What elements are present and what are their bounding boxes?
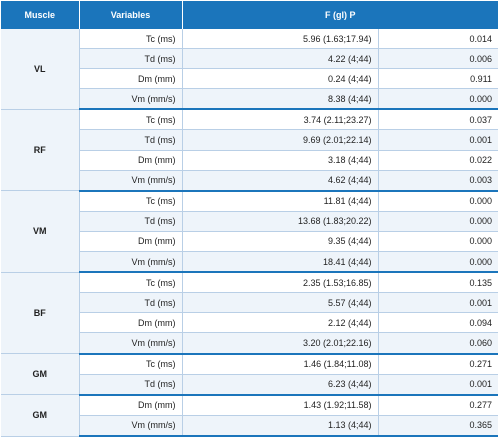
p-value-cell: 0.022 — [378, 150, 498, 170]
p-value-cell: 0.000 — [378, 191, 498, 212]
muscle-cell: BF — [1, 272, 79, 353]
f-value-cell: 2.12 (4;44) — [182, 313, 378, 333]
variable-cell: Td (ms) — [79, 211, 182, 231]
muscle-cell: RF — [1, 109, 79, 190]
p-value-cell: 0.014 — [378, 29, 498, 49]
variable-cell: Dm (mm) — [79, 69, 182, 89]
p-value-cell: 0.911 — [378, 69, 498, 89]
f-value-cell: 8.38 (4;44) — [182, 89, 378, 110]
variable-cell: Tc (ms) — [79, 109, 182, 130]
f-value-cell: 5.96 (1.63;17.94) — [182, 29, 378, 49]
variable-cell: Td (ms) — [79, 130, 182, 150]
f-value-cell: 13.68 (1.83;20.22) — [182, 211, 378, 231]
variable-cell: Tc (ms) — [79, 191, 182, 212]
variable-cell: Dm (mm) — [79, 313, 182, 333]
variable-cell: Vm (mm/s) — [79, 415, 182, 436]
table-row — [1, 109, 498, 130]
muscle-cell: VM — [1, 191, 79, 272]
header-variables: Variables — [79, 1, 182, 29]
variable-cell: Vm (mm/s) — [79, 333, 182, 354]
p-value-cell: 0.001 — [378, 293, 498, 313]
f-value-cell: 1.13 (4;44) — [182, 415, 378, 436]
f-value-cell: 1.46 (1.84;11.08) — [182, 354, 378, 375]
results-table — [1, 1, 498, 437]
p-value-cell: 0.001 — [378, 374, 498, 395]
variable-cell: Dm (mm) — [79, 395, 182, 416]
muscle-cell: GM — [1, 354, 79, 395]
p-value-cell: 0.006 — [378, 49, 498, 69]
f-value-cell: 2.35 (1.53;16.85) — [182, 272, 378, 293]
table-row — [1, 272, 498, 293]
f-value-cell: 3.18 (4;44) — [182, 150, 378, 170]
f-value-cell: 4.22 (4;44) — [182, 49, 378, 69]
f-value-cell: 6.23 (4;44) — [182, 374, 378, 395]
p-value-cell: 0.135 — [378, 272, 498, 293]
header-muscle: Muscle — [1, 1, 79, 29]
f-value-cell: 9.35 (4;44) — [182, 231, 378, 251]
p-value-cell: 0.094 — [378, 313, 498, 333]
variable-cell: Dm (mm) — [79, 231, 182, 251]
f-value-cell: 1.43 (1.92;11.58) — [182, 395, 378, 416]
table-body — [1, 29, 498, 436]
p-value-cell: 0.001 — [378, 130, 498, 150]
muscle-cell: GM — [1, 395, 79, 436]
header-row — [1, 1, 498, 29]
f-value-cell: 4.62 (4;44) — [182, 170, 378, 191]
p-value-cell: 0.000 — [378, 231, 498, 251]
variable-cell: Dm (mm) — [79, 150, 182, 170]
f-value-cell: 11.81 (4;44) — [182, 191, 378, 212]
variable-cell: Vm (mm/s) — [79, 170, 182, 191]
p-value-cell: 0.000 — [378, 211, 498, 231]
p-value-cell: 0.000 — [378, 252, 498, 273]
variable-cell: Tc (ms) — [79, 29, 182, 49]
p-value-cell: 0.037 — [378, 109, 498, 130]
f-value-cell: 3.20 (2.01;22.16) — [182, 333, 378, 354]
f-value-cell: 18.41 (4;44) — [182, 252, 378, 273]
variable-cell: Td (ms) — [79, 49, 182, 69]
p-value-cell: 0.271 — [378, 354, 498, 375]
f-value-cell: 0.24 (4;44) — [182, 69, 378, 89]
table-row — [1, 395, 498, 416]
table-row — [1, 354, 498, 375]
p-value-cell: 0.000 — [378, 89, 498, 110]
p-value-cell: 0.277 — [378, 395, 498, 416]
variable-cell: Vm (mm/s) — [79, 89, 182, 110]
f-value-cell: 9.69 (2.01;22.14) — [182, 130, 378, 150]
f-value-cell: 3.74 (2.11;23.27) — [182, 109, 378, 130]
p-value-cell: 0.003 — [378, 170, 498, 191]
variable-cell: Tc (ms) — [79, 272, 182, 293]
muscle-cell: VL — [1, 29, 79, 109]
table-row — [1, 29, 498, 49]
variable-cell: Td (ms) — [79, 374, 182, 395]
variable-cell: Td (ms) — [79, 293, 182, 313]
variable-cell: Tc (ms) — [79, 354, 182, 375]
f-value-cell: 5.57 (4;44) — [182, 293, 378, 313]
variable-cell: Vm (mm/s) — [79, 252, 182, 273]
p-value-cell: 0.060 — [378, 333, 498, 354]
p-value-cell: 0.365 — [378, 415, 498, 436]
table-row — [1, 191, 498, 212]
header-f-p: F (gl) P — [182, 1, 498, 29]
